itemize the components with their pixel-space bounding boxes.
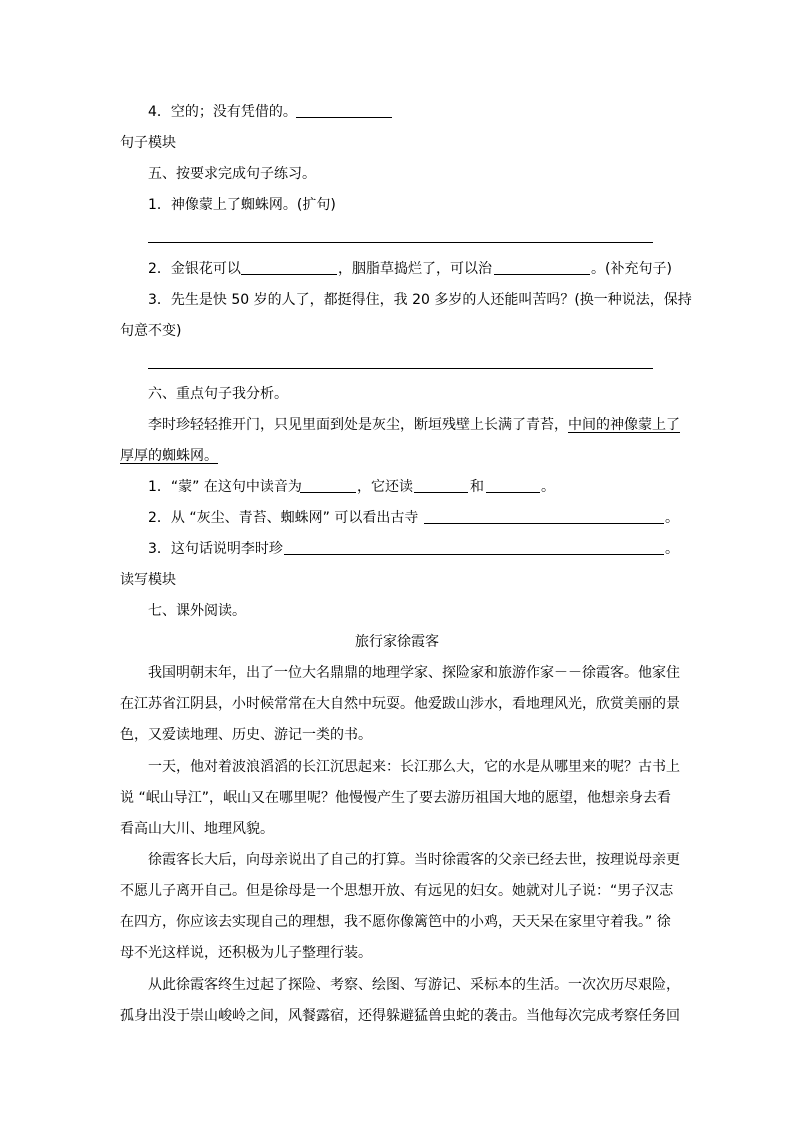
article-line: 孤身出没于崇山峻岭之间，风餐露宿，还得躲避猛兽虫蛇的袭击。当他每次完成考察任务回 [120, 1008, 680, 1024]
section-reading-writing-title: 读写模块 [120, 572, 176, 588]
q6-heading: 六、重点句子我分析。 [148, 386, 288, 402]
article-line: 看高山大川、地理风貌。 [120, 821, 274, 837]
q5-item3-line1: 3．先生是快 50 岁的人了，都挺得住，我 20 多岁的人还能叫苦吗？(换一种说法，保持 [148, 292, 692, 308]
article-line: 我国明朝末年，出了一位大名鼎鼎的地理学家、探险家和旅游作家－－徐霞客。他家住 [148, 665, 680, 681]
q7-heading: 七、课外阅读。 [148, 603, 246, 619]
section-sentence-title: 句子模块 [120, 135, 176, 151]
q5-item3-answer-line[interactable] [148, 368, 653, 369]
article-title: 旅行家徐霞客 [355, 634, 439, 650]
q6-passage-underlined-1: 中间的神像蒙上了 [568, 417, 680, 433]
article-line: 在江苏省江阴县，小时候常常在大自然中玩耍。他爱跋山涉水，看地理风光，欣赏美丽的景 [120, 696, 680, 712]
q6-item1-part-d: 。 [541, 479, 555, 495]
q4-answer-blank[interactable] [296, 117, 392, 118]
q5-item2-part-a: 2．金银花可以 [148, 261, 241, 277]
q5-item2-part-b: ，胭脂草捣烂了，可以治 [338, 261, 492, 277]
q6-item1-blank-2[interactable] [414, 492, 468, 493]
q6-item2-end: 。 [665, 510, 679, 526]
q6-item3-end: 。 [665, 541, 679, 557]
article-line: 从此徐霞客终生过起了探险、考察、绘图、写游记、采标本的生活。一次次历尽艰险， [148, 977, 680, 993]
q4-item: 4．空的；没有凭借的。 [148, 104, 297, 120]
q5-item3-line2: 句意不变) [120, 323, 182, 339]
q6-item1-part-c: 和 [470, 479, 484, 495]
article-line: 不愿儿子离开自己。但是徐母是一个思想开放、有远见的妇女。她就对儿子说：“男子汉志 [120, 883, 674, 899]
q6-item1-blank-3[interactable] [486, 492, 540, 493]
q6-item2-blank[interactable] [424, 523, 664, 524]
article-line: 在四方，你应该去实现自己的理想，我不愿你像篱笆中的小鸡，天天呆在家里守着我。” 徐 [120, 914, 671, 930]
q6-item1-part-a: 1．“蒙” 在这句中读音为 [148, 479, 302, 495]
q6-item3-blank[interactable] [284, 554, 664, 555]
q6-item1-part-b: ，它还读 [357, 479, 413, 495]
q6-item2-text: 2．从 “灰尘、青苔、蜘蛛网” 可以看出古寺 [148, 510, 419, 526]
q6-passage-plain: 李时珍轻轻推开门，只见里面到处是灰尘，断垣残壁上长满了青苔， [148, 417, 568, 433]
q6-item1-blank-1[interactable] [300, 492, 356, 493]
article-line: 说 “岷山导江”，岷山又在哪里呢？他慢慢产生了要去游历祖国大地的愿望，他想亲身去看 [120, 790, 671, 806]
q5-item2-part-c: 。(补充句子) [591, 261, 672, 277]
q6-item3-text: 3．这句话说明李时珍 [148, 541, 283, 557]
q6-passage-line1 [148, 415, 680, 435]
q5-item1-answer-line[interactable] [148, 242, 653, 243]
q5-item1: 1．神像蒙上了蜘蛛网。(扩句) [148, 197, 336, 213]
q5-item2-blank-1[interactable] [241, 274, 337, 275]
q5-item2-blank-2[interactable] [494, 274, 590, 275]
q5-heading: 五、按要求完成句子练习。 [148, 166, 316, 182]
article-line: 一天，他对着波浪滔滔的长江沉思起来：长江那么大，它的水是从哪里来的呢？古书上 [148, 759, 680, 775]
article-line: 母不光这样说，还积极为儿子整理行装。 [120, 945, 372, 961]
q6-passage-underlined-2: 厚厚的蜘蛛网。 [120, 448, 218, 464]
article-line: 色，又爱读地理、历史、游记一类的书。 [120, 727, 372, 743]
article-line: 徐霞客长大后，向母亲说出了自己的打算。当时徐霞客的父亲已经去世，按理说母亲更 [148, 852, 680, 868]
